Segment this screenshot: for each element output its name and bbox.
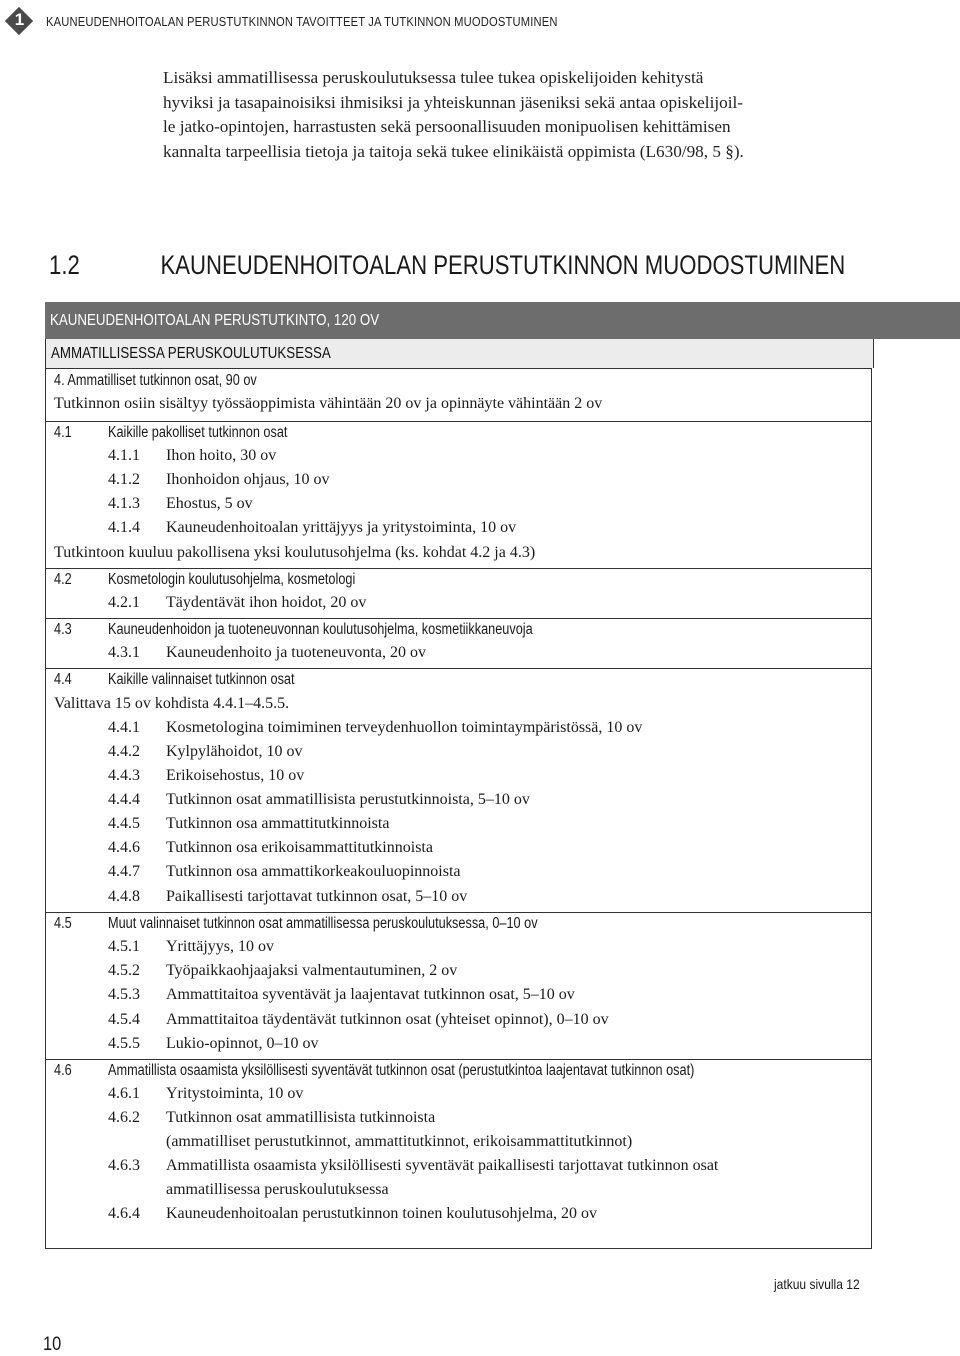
- row-text: Täydentävät ihon hoidot, 20 ov: [166, 594, 367, 611]
- row-code: 4.6.4: [108, 1205, 140, 1222]
- row-code: 4.4.6: [108, 839, 140, 856]
- row-code: 4.4.2: [108, 743, 140, 760]
- structure-row: [46, 1179, 871, 1203]
- row-code: 4.5.4: [108, 1011, 140, 1028]
- intro-line: Lisäksi ammatillisessa peruskoulutuksessa tulee tukea opiskelijoiden kehitystä: [163, 68, 704, 87]
- row-code: 4.1.3: [108, 495, 140, 512]
- row-code: 4.2.1: [108, 594, 140, 611]
- degree-structure-box: [45, 302, 960, 1249]
- row-code: 4.4.1: [108, 719, 140, 736]
- structure-row: [46, 789, 871, 813]
- structure-row: [46, 568, 871, 592]
- structure-row: [46, 469, 871, 493]
- row-text: ammatillisessa peruskoulutuksessa: [166, 1181, 389, 1198]
- row-code: 4.4.7: [108, 863, 140, 880]
- row-text: Paikallisesti tarjottavat tutkinnon osat, 5–10 ov: [166, 888, 468, 905]
- structure-row: [46, 1083, 871, 1107]
- row-text: Kylpylähoidot, 10 ov: [166, 743, 303, 760]
- row-text: Tutkintoon kuuluu pakollisena yksi koulutusohjelma (ks. kohdat 4.2 ja 4.3): [54, 544, 536, 561]
- row-code: 4.4.8: [108, 888, 140, 905]
- row-text: Lukio-opinnot, 0–10 ov: [166, 1035, 319, 1052]
- structure-row: [46, 542, 871, 569]
- row-text: Ammattitaitoa syventävät ja laajentavat tutkinnon osat, 5–10 ov: [166, 986, 575, 1003]
- page-header: [0, 8, 960, 38]
- structure-row: [46, 693, 871, 717]
- row-text: Tutkinnon osat ammatillisista tutkinnoista: [166, 1109, 436, 1126]
- row-text: Erikoisehostus, 10 ov: [166, 767, 305, 784]
- structure-row: [46, 668, 871, 693]
- row-code: 4.1.2: [108, 471, 140, 488]
- structure-row: [46, 1009, 871, 1033]
- row-text: Tutkinnon osiin sisältyy työssäoppimista vähintään 20 ov ja opinnäyte vähintään 2 ov: [54, 395, 603, 412]
- row-code: 4.5.5: [108, 1035, 140, 1052]
- chapter-badge: [6, 8, 34, 36]
- structure-row: [46, 837, 871, 861]
- row-text: Yritystoiminta, 10 ov: [166, 1085, 304, 1102]
- intro-line: hyviksi ja tasapainoisiksi ihmisiksi ja yhteiskunnan jäseniksi sekä antaa opiskelijoil-: [163, 92, 743, 112]
- row-text: Kosmetologina toimiminen terveydenhuollon toimintaympäristössä, 10 ov: [166, 719, 643, 736]
- row-text: 4. Ammatilliset tutkinnon osat, 90 ov: [54, 372, 257, 389]
- row-text: Kauneudenhoidon ja tuoteneuvonnan koulutusohjelma, kosmetiikkaneuvoja: [108, 621, 533, 638]
- row-text: Kauneudenhoito ja tuoteneuvonta, 20 ov: [166, 644, 426, 661]
- continued-note: jatkuu sivulla 12: [774, 1276, 860, 1292]
- structure-row: [46, 984, 871, 1009]
- row-text: 4.1: [54, 424, 72, 441]
- row-text: Tutkinnon osa ammattitutkinnoista: [166, 815, 390, 832]
- row-code: 4.6.2: [108, 1109, 140, 1126]
- row-text: (ammatilliset perustutkinnot, ammattitutkinnot, erikoisammattitutkinnot): [166, 1133, 633, 1150]
- structure-row: [46, 642, 871, 669]
- row-text: Ammatillista osaamista yksilöllisesti syventävät tutkinnon osat (perustutkintoa laajentavat tutkinnon osat): [108, 1062, 695, 1079]
- structure-row: [46, 369, 871, 393]
- box-title-bar: [45, 302, 960, 339]
- row-code: 4.5.2: [108, 962, 140, 979]
- section-number: 1.2: [49, 250, 80, 280]
- intro-paragraph: [163, 66, 883, 164]
- row-text: 4.5: [54, 915, 72, 932]
- row-text: Ammatillista osaamista yksilöllisesti syventävät paikallisesti tarjottavat tutkinnon osat: [166, 1157, 719, 1174]
- box-body: [45, 368, 872, 1249]
- row-code: 4.5.1: [108, 938, 140, 955]
- row-text: Kaikille valinnaiset tutkinnon osat: [108, 671, 295, 688]
- row-code: 4.6.1: [108, 1085, 140, 1102]
- row-text: 4.3: [54, 621, 72, 638]
- row-text: Työpaikkaohjaajaksi valmentautuminen, 2 ov: [166, 962, 458, 979]
- structure-row: [46, 813, 871, 837]
- row-text: 4.6: [54, 1062, 72, 1079]
- section-title: KAUNEUDENHOITOALAN PERUSTUTKINNON MUODOSTUMINEN: [160, 250, 846, 280]
- page-number: 10: [43, 1334, 62, 1355]
- row-code: 4.4.4: [108, 791, 140, 808]
- structure-row: [46, 517, 871, 542]
- structure-row: [46, 1033, 871, 1060]
- structure-row: [46, 1059, 871, 1083]
- row-code: 4.1.1: [108, 447, 140, 464]
- row-text: Tutkinnon osa erikoisammattitutkinnoista: [166, 839, 433, 856]
- structure-row: [46, 1107, 871, 1131]
- row-text: Ihon hoito, 30 ov: [166, 447, 277, 464]
- structure-row: [46, 618, 871, 642]
- row-text: Kauneudenhoitoalan perustutkinnon toinen koulutusohjelma, 20 ov: [166, 1205, 598, 1222]
- row-text: Kauneudenhoitoalan yrittäjyys ja yritystoiminta, 10 ov: [166, 519, 517, 536]
- box-subtitle: AMMATILLISESSA PERUSKOULUTUKSESSA: [51, 345, 331, 362]
- row-text: Tutkinnon osa ammattikorkeakouluopinnoista: [166, 863, 461, 880]
- structure-row: [46, 936, 871, 960]
- structure-row: [46, 445, 871, 469]
- box-subtitle-bar: [45, 339, 874, 368]
- row-code: 4.4.5: [108, 815, 140, 832]
- row-text: Valittava 15 ov kohdista 4.4.1–4.5.5.: [54, 695, 290, 712]
- row-text: Ammattitaitoa täydentävät tutkinnon osat (yhteiset opinnot), 0–10 ov: [166, 1011, 609, 1028]
- structure-row: [46, 393, 871, 422]
- row-code: 4.3.1: [108, 644, 140, 661]
- structure-row: [46, 592, 871, 619]
- row-text: Ihonhoidon ohjaus, 10 ov: [166, 471, 330, 488]
- structure-row: [46, 421, 871, 445]
- row-code: 4.5.3: [108, 986, 140, 1003]
- structure-row: [46, 912, 871, 936]
- structure-row: [46, 493, 871, 517]
- structure-row: [46, 765, 871, 789]
- structure-row: [46, 1203, 871, 1227]
- structure-row: [46, 1155, 871, 1179]
- box-title: KAUNEUDENHOITOALAN PERUSTUTKINTO, 120 OV: [50, 312, 380, 329]
- running-header-title: KAUNEUDENHOITOALAN PERUSTUTKINNON TAVOITTEET JA TUTKINNON MUODOSTUMINEN: [46, 14, 558, 29]
- row-text: Tutkinnon osat ammatillisista perustutkinnoista, 5–10 ov: [166, 791, 530, 808]
- structure-row: [46, 1131, 871, 1155]
- row-text: Muut valinnaiset tutkinnon osat ammatillisessa peruskoulutuksessa, 0–10 ov: [108, 915, 538, 932]
- row-text: 4.4: [54, 671, 72, 688]
- intro-line: kannalta tarpeellisia tietoja ja taitoja sekä tukee elinikäistä oppimista (L630/98, 5 §).: [163, 141, 744, 161]
- chapter-number: 1: [14, 10, 25, 29]
- structure-row: [46, 861, 871, 886]
- structure-row: [46, 741, 871, 765]
- structure-row: [46, 960, 871, 984]
- row-text: Yrittäjyys, 10 ov: [166, 938, 274, 955]
- row-code: 4.6.3: [108, 1157, 140, 1174]
- intro-line: le jatko-opintojen, harrastusten sekä persoonallisuuden monipuolisen kehittämisen: [163, 117, 731, 137]
- row-code: 4.1.4: [108, 519, 140, 536]
- section-heading: [49, 250, 845, 281]
- row-code: 4.4.3: [108, 767, 140, 784]
- row-text: Kosmetologin koulutusohjelma, kosmetologi: [108, 571, 356, 588]
- structure-row: [46, 886, 871, 913]
- row-text: Ehostus, 5 ov: [166, 495, 253, 512]
- row-text: 4.2: [54, 571, 72, 588]
- structure-row: [46, 717, 871, 741]
- row-text: Kaikille pakolliset tutkinnon osat: [108, 424, 288, 441]
